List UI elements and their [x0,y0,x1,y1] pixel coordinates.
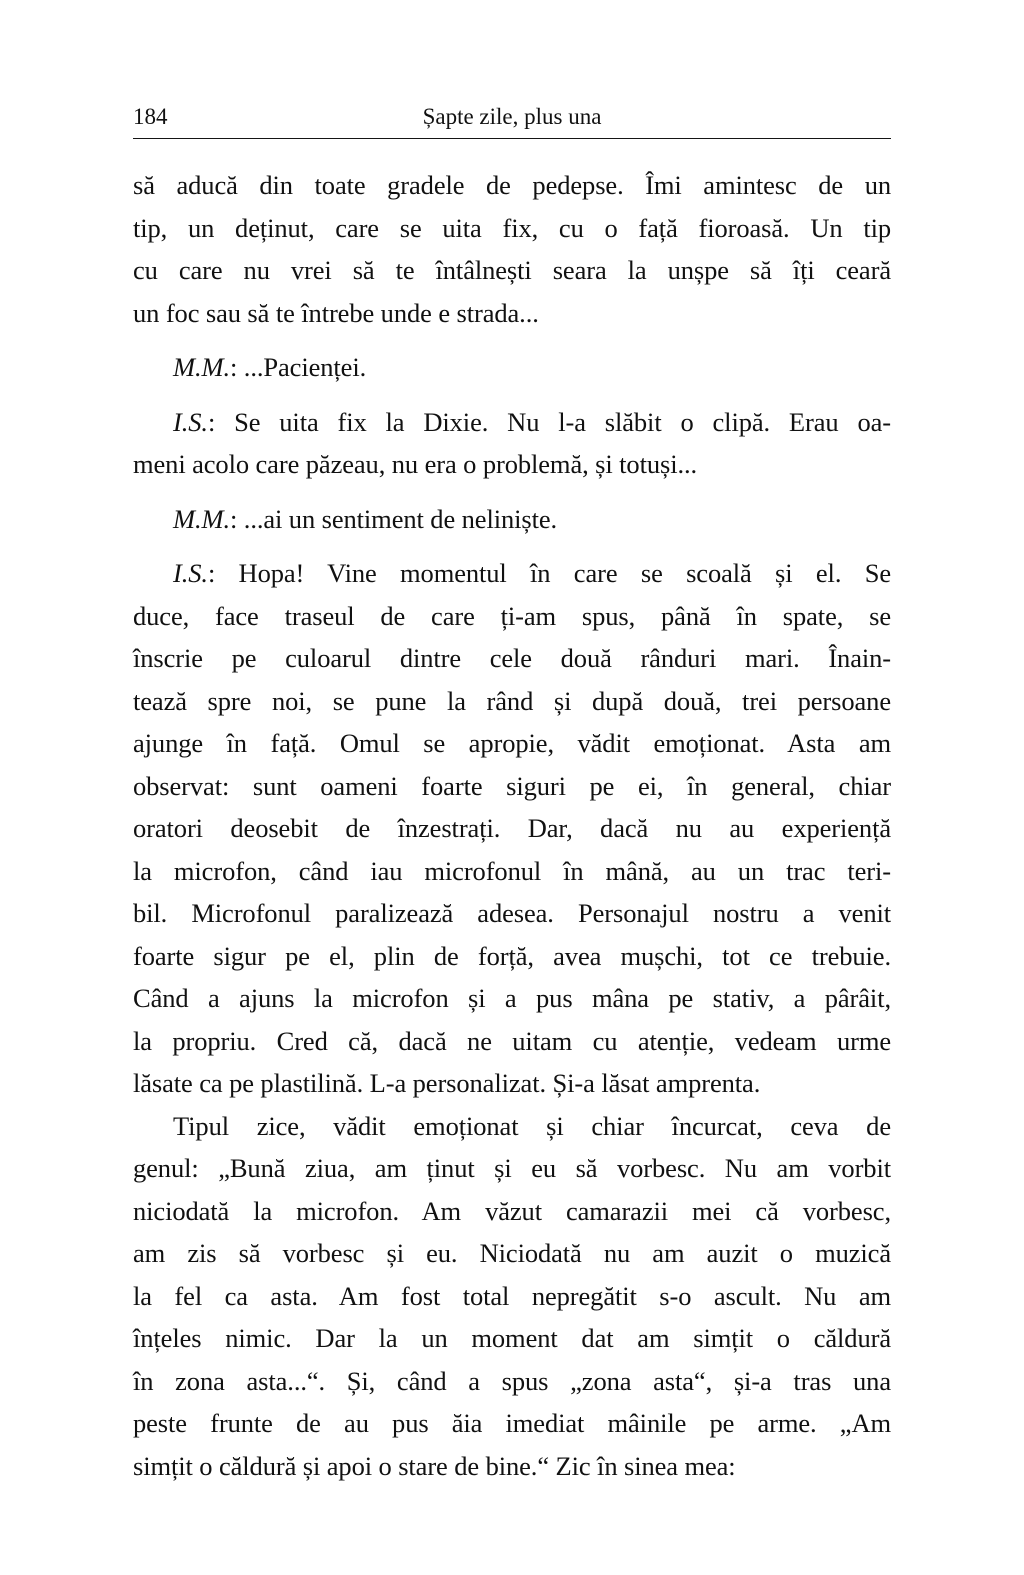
text-line: ajunge în față. Omul se apropie, vădit emoționat. Asta am [133,728,891,758]
text-line: bil. Microfonul paralizează adesea. Personajul nostru a venit [133,898,891,928]
dialogue-paragraph [133,401,891,486]
text-line: duce, face traseul de care ți-am spus, până în spate, se [133,600,891,631]
dialogue-paragraph [133,552,891,1105]
text-line: în zona asta...“. Și, când a spus „zona asta“, și-a tras una [133,1365,891,1396]
speaker-label: I.S. [173,558,208,588]
text-line: un foc sau să te întrebe unde e strada... [133,297,539,328]
text-line: oratori deosebit de înzestrați. Dar, dacă nu au experiență [133,813,891,843]
text-line: simțit o căldură și apoi o stare de bine.“ Zic în sinea mea: [133,1450,736,1481]
speaker-label: M.M. [173,352,230,382]
text-line: meni acolo care păzeau, nu era o problemă, și totuși... [133,449,698,479]
text-line: la microfon, când iau microfonul în mână, au un trac teri- [133,855,891,886]
text-line: peste frunte de au pus ăia imediat mâinile pe arme. „Am [133,1408,891,1438]
text-line: înscrie pe culoarul dintre cele două rânduri mari. Înain- [133,643,891,673]
text-line: M.M.: ...Pacienței. [173,352,367,382]
text-line: Când a ajuns la microfon și a pus mâna pe stativ, a pârâit, [133,983,891,1013]
running-title: Șapte zile, plus una [422,104,602,129]
dialogue-paragraph [133,346,891,389]
text-line: tip, un deținut, care se uita fix, cu o față fioroasă. Un tip [133,212,891,243]
text-line: genul: „Bună ziua, am ținut și eu să vorbesc. Nu am vorbit [133,1153,891,1183]
speaker-label: I.S. [173,406,208,437]
page-header [133,104,891,144]
header-rule [133,138,891,139]
text-line: niciodată la microfon. Am văzut camarazii mei că vorbesc, [133,1195,891,1226]
speaker-label: M.M. [173,503,230,534]
text-line: cu care nu vrei să te întâlnești seara la unșpe să îți ceară [133,255,891,285]
text-line: observat: sunt oameni foarte siguri pe ei, în general, chiar [133,770,891,801]
text-line: să aducă din toate gradele de pedepse. Îmi amintesc de un [133,170,891,200]
text-line: lăsate ca pe plastilină. L-a personalizat. Și-a lăsat amprenta. [133,1068,761,1098]
text-line: foarte sigur pe el, plin de forță, avea mușchi, tot ce trebuie. [133,940,891,971]
page-number: 184 [133,104,168,129]
paragraph [133,164,891,334]
text-line: I.S.: Hopa! Vine momentul în care se scoală și el. Se [173,558,891,588]
text-line: M.M.: ...ai un sentiment de neliniște. [173,503,558,534]
text-line: înțeles nimic. Dar la un moment dat am simțit o căldură [133,1323,891,1353]
text-line: Tipul zice, vădit emoționat și chiar încurcat, ceva de [173,1110,891,1141]
text-line: am zis să vorbesc și eu. Niciodată nu am auzit o muzică [133,1238,891,1268]
text-line: tează spre noi, se pune la rând și după două, trei persoane [133,685,891,716]
body-text [133,164,891,1487]
text-line: la fel ca asta. Am fost total nepregătit s-o ascult. Nu am [133,1280,891,1311]
dialogue-paragraph [133,498,891,541]
paragraph [133,1105,891,1488]
text-line: la propriu. Cred că, dacă ne uitam cu atenție, vedeam urme [133,1025,891,1056]
text-line: I.S.: Se uita fix la Dixie. Nu l-a slăbit o clipă. Erau oa- [173,406,891,437]
